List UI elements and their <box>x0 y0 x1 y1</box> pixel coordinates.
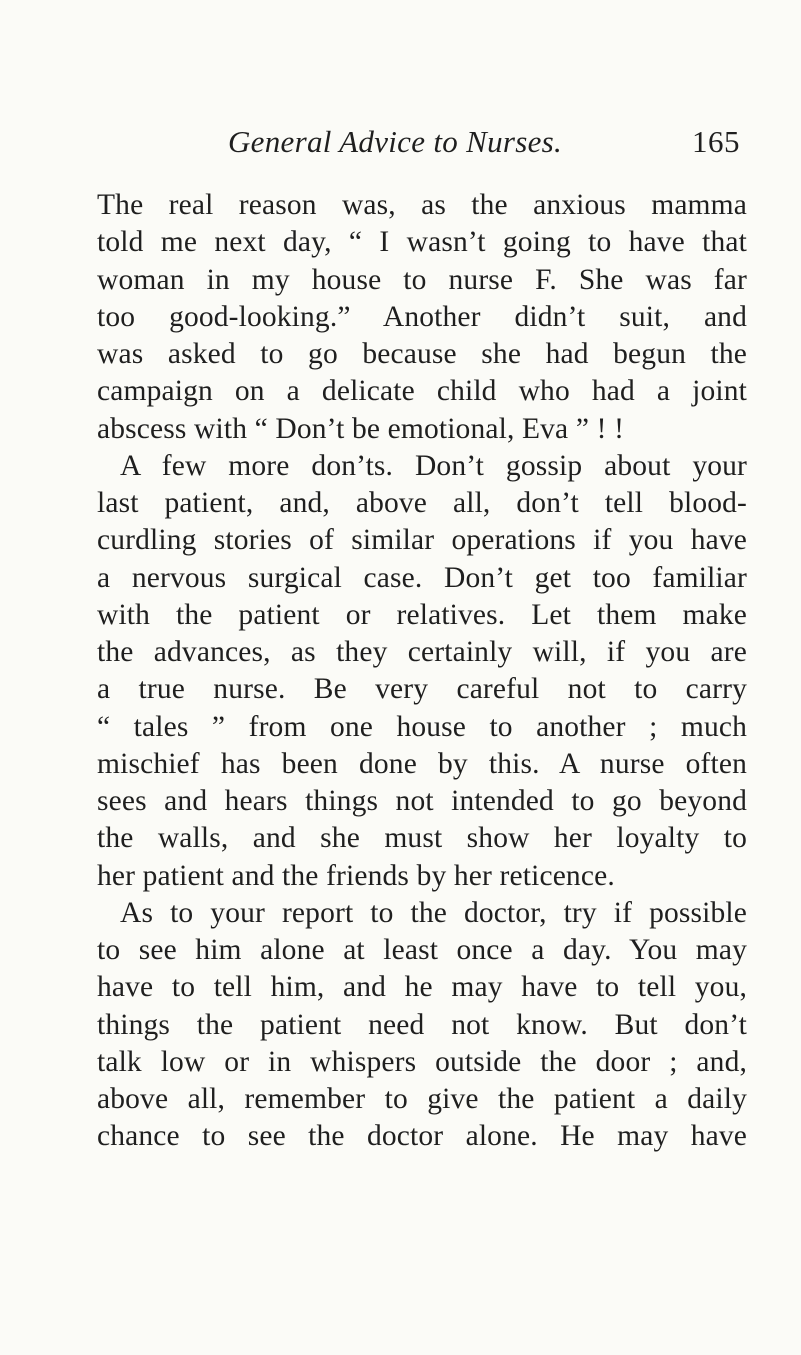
text-line: A few more don’ts. Don’t gossip about your <box>120 449 747 482</box>
body-text <box>97 187 747 1156</box>
text-line: mischief has been done by this. A nurse often <box>97 747 747 780</box>
text-line: a true nurse. Be very careful not to carry <box>97 673 747 706</box>
running-head <box>228 122 740 162</box>
text-line: As to your report to the doctor, try if possible <box>120 896 747 929</box>
page-number: 165 <box>692 124 740 159</box>
text-line: told me next day, “ I wasn’t going to have that <box>97 226 747 259</box>
text-line: curdling stories of similar operations if you have <box>97 524 747 557</box>
text-line: the walls, and she must show her loyalty to <box>97 822 747 855</box>
text-line: abscess with “ Don’t be emotional, Eva ” ! ! <box>97 412 625 445</box>
text-line: have to tell him, and he may have to tell you, <box>97 971 747 1004</box>
text-line: chance to see the doctor alone. He may have <box>97 1120 747 1153</box>
text-line: her patient and the friends by her reticence. <box>97 859 615 892</box>
text-line: above all, remember to give the patient a daily <box>97 1083 747 1115</box>
text-line: last patient, and, above all, don’t tell blood- <box>97 487 747 519</box>
text-line: sees and hears things not intended to go beyond <box>97 785 747 817</box>
text-line: with the patient or relatives. Let them make <box>97 598 747 631</box>
text-line: campaign on a delicate child who had a joint <box>97 375 747 408</box>
text-line: was asked to go because she had begun the <box>97 338 747 370</box>
text-line: talk low or in whispers outside the door ; and, <box>97 1045 747 1078</box>
text-line: woman in my house to nurse F. She was far <box>97 263 747 296</box>
text-line: “ tales ” from one house to another ; much <box>97 710 747 743</box>
text-line: things the patient need not know. But don’t <box>97 1008 747 1041</box>
text-line: too good-looking.” Another didn’t suit, and <box>97 300 747 333</box>
text-line: to see him alone at least once a day. You may <box>97 934 747 966</box>
text-line: a nervous surgical case. Don’t get too familiar <box>97 561 747 594</box>
text-line: the advances, as they certainly will, if you are <box>97 636 747 668</box>
text-line: The real reason was, as the anxious mamma <box>97 189 747 221</box>
running-title: General Advice to Nurses. <box>228 124 563 159</box>
